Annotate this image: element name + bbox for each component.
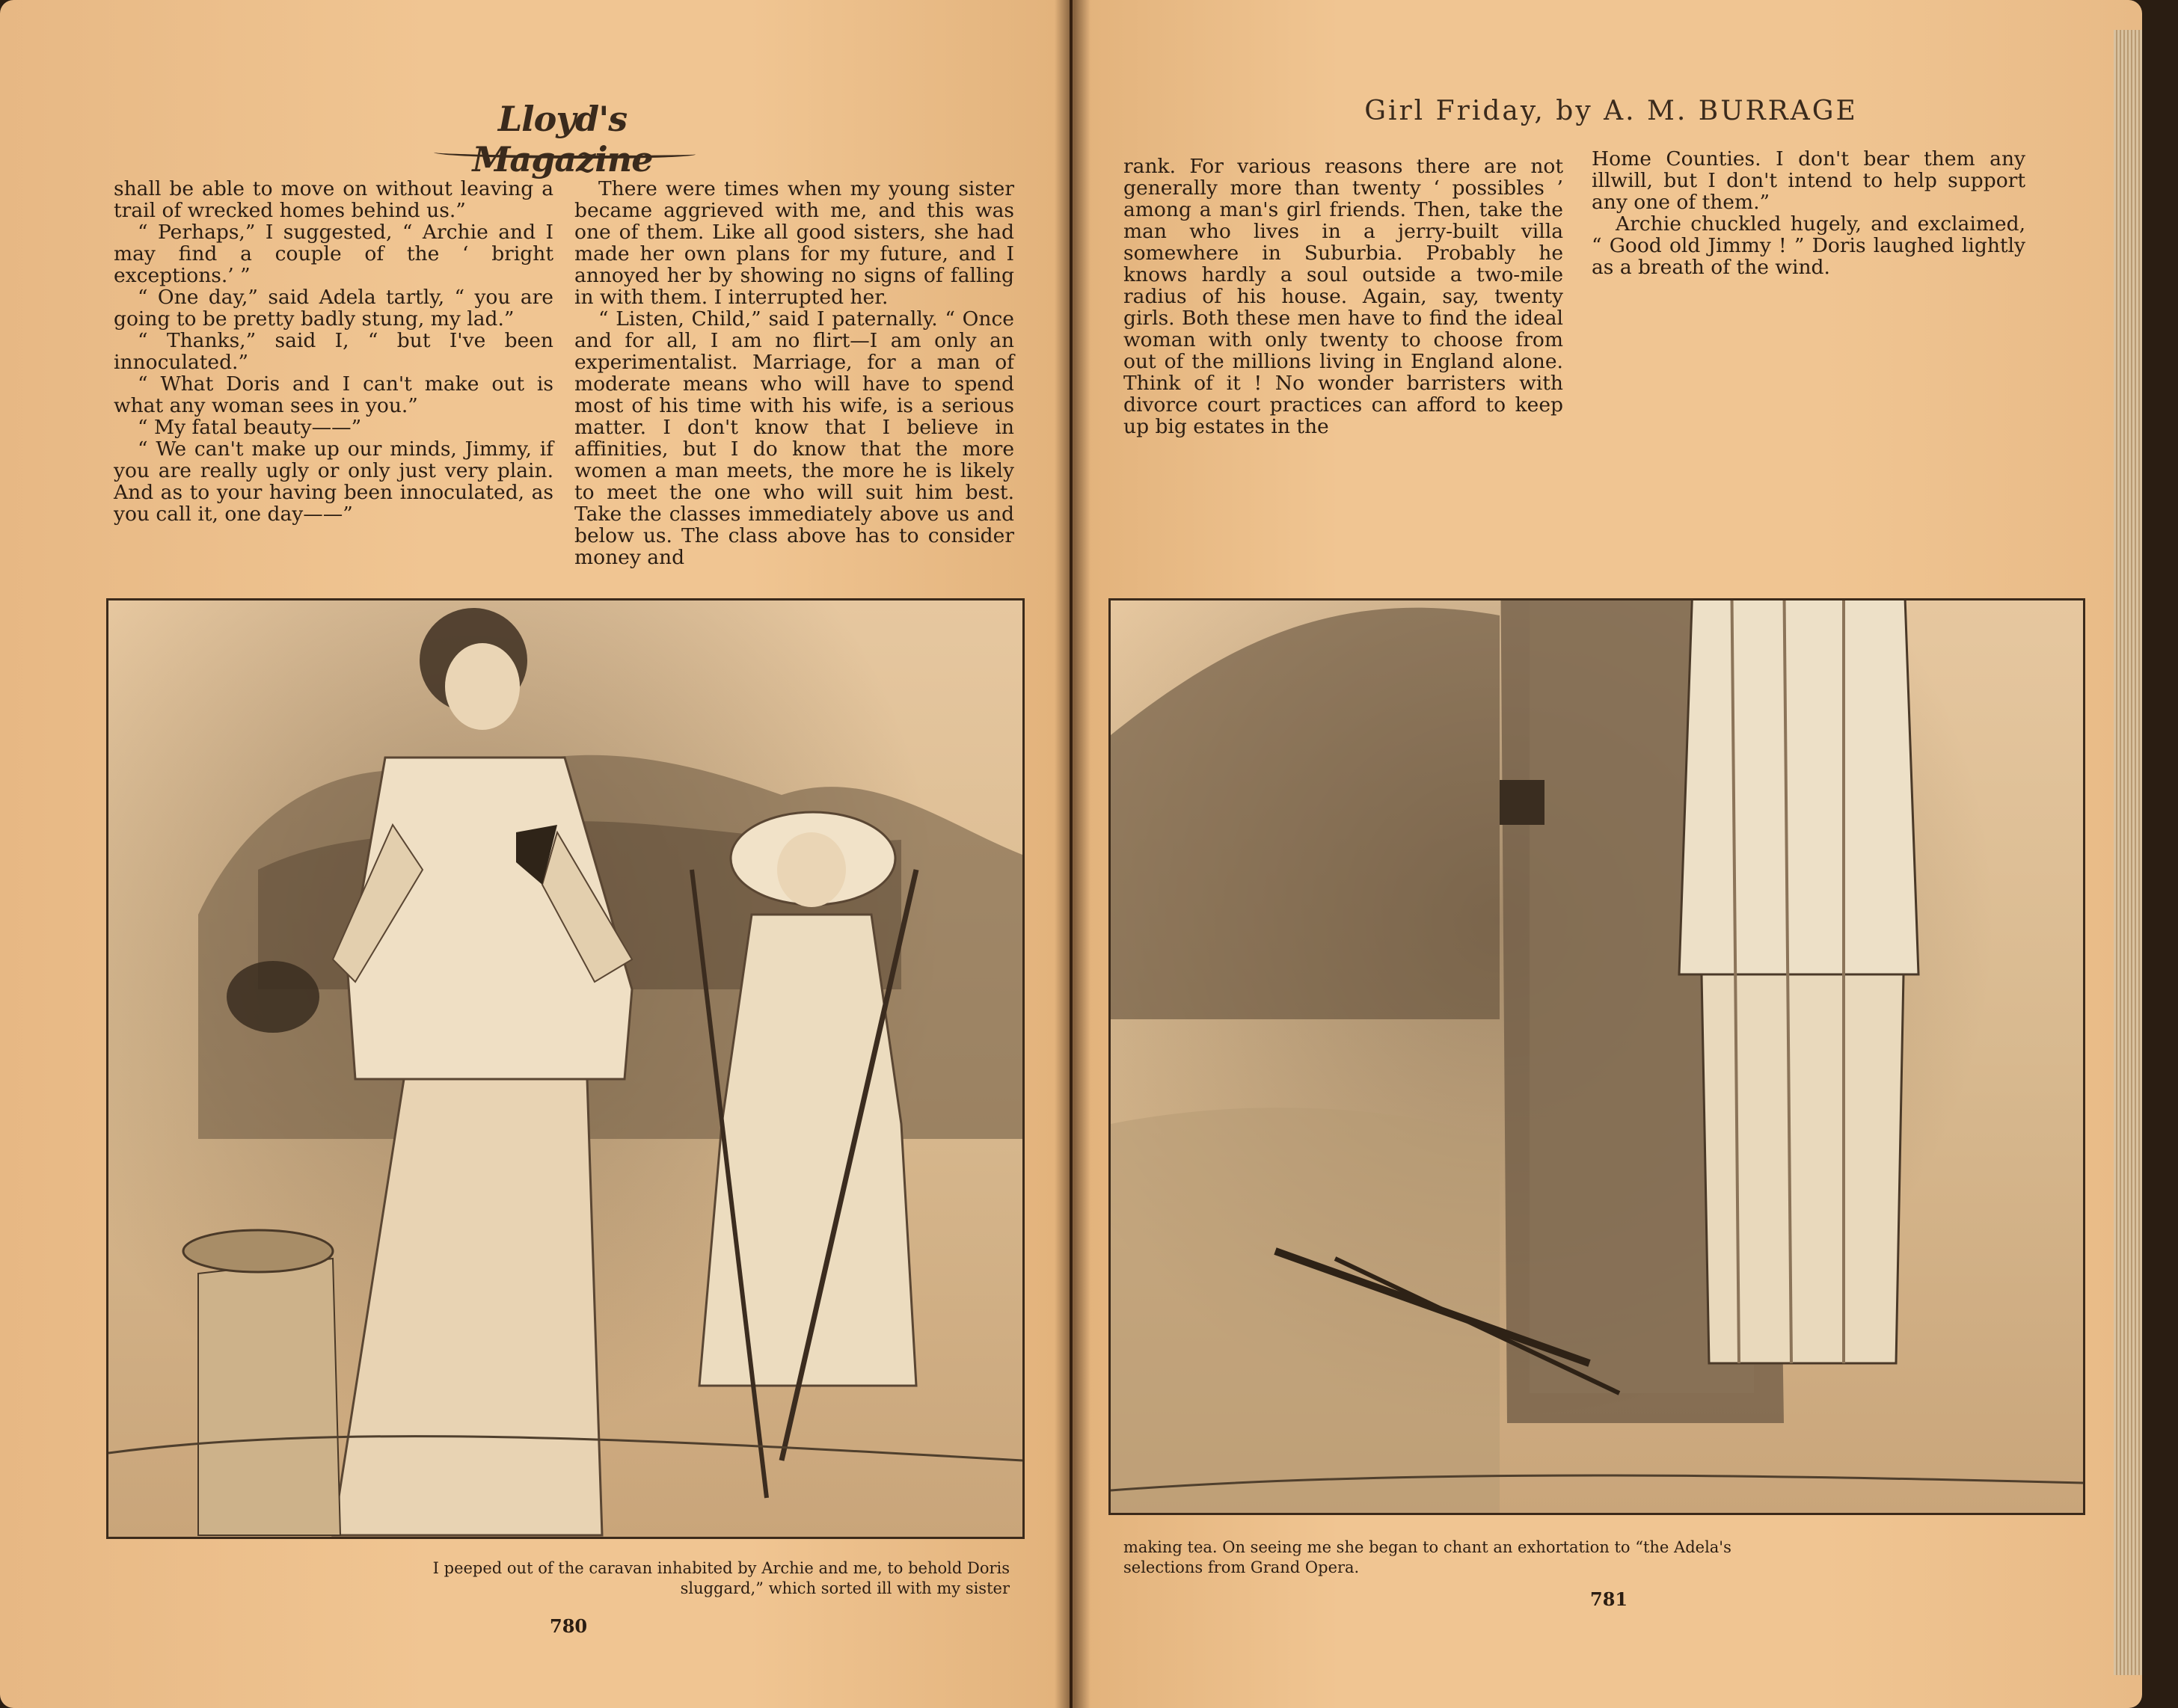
paragraph: “ My fatal beauty——” — [138, 416, 362, 439]
paragraph: Archie chuckled hugely, and exclaimed, “ Good old Jimmy ! ” Doris laughed lightly as a breath of the wind. — [1592, 212, 2025, 279]
illustration-women-tea-garden — [106, 598, 1025, 1539]
paragraph: “ Perhaps,” I suggested, “ Archie and I may find a couple of the ‘ bright exceptions.’ ” — [114, 221, 553, 287]
illustration-drawing — [1111, 600, 2083, 1513]
magazine-masthead: Lloyd's Magazine — [472, 99, 653, 179]
paragraph: “ Listen, Child,” said I paternally. “ Once and for all, I am no flirt—I am only an experimentalist. Marriage, for a man of moderate means who will have to spend most of his time with his wife, is a serious matter. I don't know that I believe in affinities, but I do know that the more women a man meets, the more he is likely to meet the one who will suit him best. Take the classes immediately above us and below us. The class above has to consider money and — [574, 307, 1014, 569]
paragraph: “ We can't make up our minds, Jimmy, if you are really ugly or only just very plain. And as to your having been innoculated, as you call it, one day——” — [114, 437, 553, 526]
paragraph: “ What Doris and I can't make out is what any woman sees in you.” — [114, 372, 553, 417]
page-number-right: 781 — [1590, 1588, 1628, 1610]
paragraph: “ One day,” said Adela tartly, “ you are going to be pretty badly stung, my lad.” — [114, 286, 553, 331]
paragraph: rank. For various reasons there are not generally more than twenty ‘ possibles ’ among a man's girl friends. Then, take the man who lives in a jerry-built villa somewhere in Suburbia. Probably he knows hardly a soul outside a two-mile radius of his house. Again, say, twenty girls. Both these men have to find the ideal woman with only twenty to choose from out of the millions living in England alone. Think of it ! No wonder barristers with divorce court practices can afford to keep up big estates in the — [1123, 155, 1563, 438]
running-head: Girl Friday, by A. M. BURRAGE — [1364, 96, 1858, 126]
book-page-edges — [2114, 30, 2142, 1675]
illustration-man-in-doorway — [1108, 598, 2085, 1515]
paragraph: Home Counties. I don't bear them any illwill, but I don't intend to help support any one of them.” — [1592, 147, 2025, 214]
left-page — [0, 0, 1070, 1708]
page-number-left: 780 — [550, 1615, 588, 1637]
left-text-column-2 — [574, 178, 1014, 568]
paragraph: There were times when my young sister became aggrieved with me, and this was one of them. Like all good sisters, she had made her own plans for my future, and I annoyed her by showing no signs of falling in with them. I interrupted her. — [574, 177, 1014, 309]
right-text-column-2 — [1592, 148, 2025, 278]
paragraph: shall be able to move on without leaving a trail of wrecked homes behind us.” — [114, 177, 553, 222]
right-page — [1073, 0, 2142, 1708]
illustration-caption-left: I peeped out of the caravan inhabited by Archie and me, to behold Doris sluggard,” which sorted ill with my sister — [432, 1559, 1010, 1597]
right-text-column-1 — [1123, 156, 1563, 437]
left-text-column-1 — [114, 178, 553, 525]
paragraph: “ Thanks,” said I, “ but I've been innoculated.” — [114, 329, 553, 374]
illustration-caption-right: making tea. On seeing me she began to chant an exhortation to “the Adela's selections from Grand Opera. — [1123, 1538, 1731, 1576]
illustration-drawing — [108, 600, 1022, 1537]
